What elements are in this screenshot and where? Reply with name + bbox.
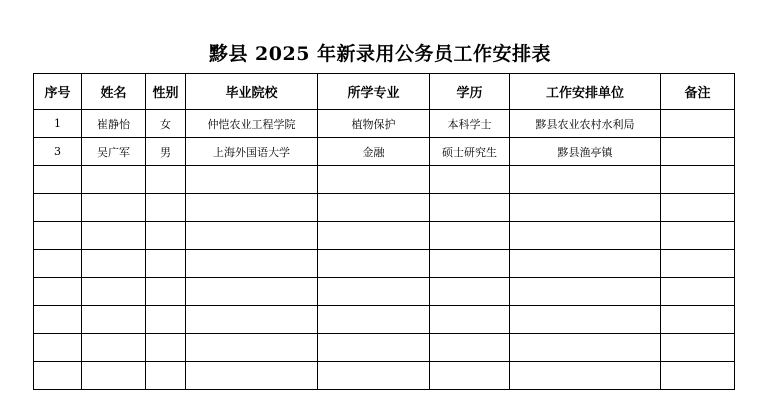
cell-school bbox=[186, 334, 318, 362]
cell-name bbox=[82, 250, 146, 278]
cell-degree: 硕士研究生 bbox=[430, 138, 510, 166]
cell-gender bbox=[146, 334, 186, 362]
col-header-unit: 工作安排单位 bbox=[510, 74, 661, 110]
cell-index bbox=[34, 194, 82, 222]
cell-name bbox=[82, 194, 146, 222]
cell-major bbox=[318, 306, 430, 334]
cell-index bbox=[34, 306, 82, 334]
cell-remarks bbox=[661, 166, 735, 194]
cell-gender: 男 bbox=[146, 138, 186, 166]
cell-name bbox=[82, 362, 146, 390]
table-row bbox=[34, 362, 735, 390]
table-row bbox=[34, 222, 735, 250]
cell-name bbox=[82, 222, 146, 250]
cell-school bbox=[186, 250, 318, 278]
cell-major bbox=[318, 250, 430, 278]
table-row bbox=[34, 278, 735, 306]
table-row bbox=[34, 110, 735, 138]
cell-index: 3 bbox=[34, 138, 82, 166]
cell-school bbox=[186, 194, 318, 222]
table-row bbox=[34, 306, 735, 334]
col-header-index: 序号 bbox=[34, 74, 82, 110]
cell-school bbox=[186, 278, 318, 306]
cell-major bbox=[318, 278, 430, 306]
cell-unit bbox=[510, 166, 661, 194]
table-row bbox=[34, 194, 735, 222]
cell-name bbox=[82, 166, 146, 194]
cell-gender bbox=[146, 250, 186, 278]
cell-gender bbox=[146, 362, 186, 390]
cell-index: 1 bbox=[34, 110, 82, 138]
cell-major bbox=[318, 362, 430, 390]
cell-index bbox=[34, 250, 82, 278]
cell-unit: 黟县渔亭镇 bbox=[510, 138, 661, 166]
col-header-degree: 学历 bbox=[430, 74, 510, 110]
cell-unit bbox=[510, 306, 661, 334]
cell-degree bbox=[430, 306, 510, 334]
cell-gender bbox=[146, 306, 186, 334]
cell-index bbox=[34, 334, 82, 362]
cell-name: 崔静怡 bbox=[82, 110, 146, 138]
cell-school: 上海外国语大学 bbox=[186, 138, 318, 166]
cell-school bbox=[186, 222, 318, 250]
cell-index bbox=[34, 362, 82, 390]
cell-major bbox=[318, 222, 430, 250]
cell-gender bbox=[146, 278, 186, 306]
col-header-name: 姓名 bbox=[82, 74, 146, 110]
cell-degree bbox=[430, 166, 510, 194]
cell-remarks bbox=[661, 334, 735, 362]
cell-remarks bbox=[661, 138, 735, 166]
cell-degree bbox=[430, 222, 510, 250]
cell-remarks bbox=[661, 278, 735, 306]
cell-unit bbox=[510, 334, 661, 362]
table-row bbox=[34, 166, 735, 194]
cell-gender bbox=[146, 194, 186, 222]
cell-name: 吴广军 bbox=[82, 138, 146, 166]
col-header-school: 毕业院校 bbox=[186, 74, 318, 110]
col-header-remarks: 备注 bbox=[661, 74, 735, 110]
cell-remarks bbox=[661, 362, 735, 390]
cell-unit bbox=[510, 222, 661, 250]
cell-degree bbox=[430, 194, 510, 222]
assignment-table bbox=[33, 73, 735, 390]
cell-unit: 黟县农业农村水利局 bbox=[510, 110, 661, 138]
cell-gender: 女 bbox=[146, 110, 186, 138]
cell-degree: 本科学士 bbox=[430, 110, 510, 138]
cell-index bbox=[34, 278, 82, 306]
cell-degree bbox=[430, 250, 510, 278]
cell-name bbox=[82, 306, 146, 334]
table-row bbox=[34, 334, 735, 362]
cell-index bbox=[34, 166, 82, 194]
cell-unit bbox=[510, 278, 661, 306]
cell-unit bbox=[510, 362, 661, 390]
table-row bbox=[34, 138, 735, 166]
table-header-row bbox=[34, 74, 735, 110]
cell-name bbox=[82, 334, 146, 362]
col-header-major: 所学专业 bbox=[318, 74, 430, 110]
cell-remarks bbox=[661, 110, 735, 138]
cell-gender bbox=[146, 222, 186, 250]
cell-school bbox=[186, 306, 318, 334]
cell-unit bbox=[510, 194, 661, 222]
cell-unit bbox=[510, 250, 661, 278]
cell-degree bbox=[430, 362, 510, 390]
cell-name bbox=[82, 278, 146, 306]
cell-degree bbox=[430, 278, 510, 306]
cell-major bbox=[318, 166, 430, 194]
cell-index bbox=[34, 222, 82, 250]
cell-remarks bbox=[661, 194, 735, 222]
table-row bbox=[34, 250, 735, 278]
cell-remarks bbox=[661, 222, 735, 250]
cell-gender bbox=[146, 166, 186, 194]
col-header-gender: 性别 bbox=[146, 74, 186, 110]
cell-school bbox=[186, 166, 318, 194]
page-title: 黟县 2025 年新录用公务员工作安排表 bbox=[208, 43, 552, 65]
cell-degree bbox=[430, 334, 510, 362]
cell-remarks bbox=[661, 250, 735, 278]
cell-major: 金融 bbox=[318, 138, 430, 166]
cell-major bbox=[318, 194, 430, 222]
cell-school: 仲恺农业工程学院 bbox=[186, 110, 318, 138]
cell-school bbox=[186, 362, 318, 390]
cell-remarks bbox=[661, 306, 735, 334]
cell-major bbox=[318, 334, 430, 362]
cell-major: 植物保护 bbox=[318, 110, 430, 138]
